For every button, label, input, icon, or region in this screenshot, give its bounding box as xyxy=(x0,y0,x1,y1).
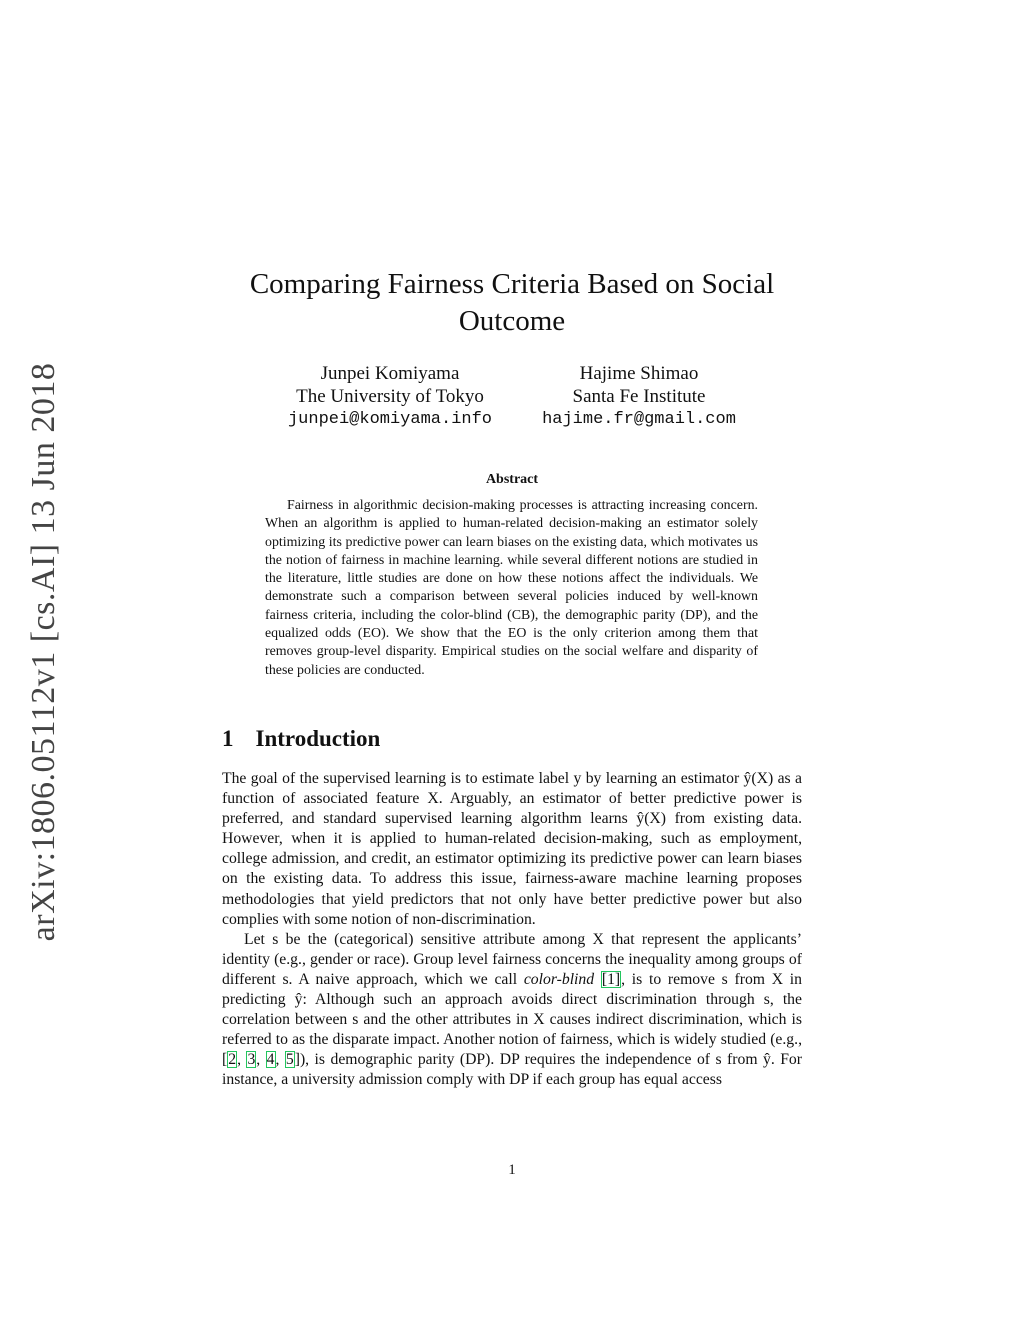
author-name: Junpei Komiyama xyxy=(320,363,460,384)
author-affiliation: The University of Tokyo xyxy=(296,386,484,407)
page-number: 1 xyxy=(508,1162,516,1178)
section-heading xyxy=(222,726,380,752)
author-email[interactable]: hajime.fr@gmail.com xyxy=(542,410,736,429)
intro-paragraph-1: The goal of the supervised learning is to estimate label y by learning an estimator ŷ(X) as a function of associated feature X. Arguably, an estimator of better predictive power is preferred, and standard supervised learning algorithm learns ŷ(X) from existing data. However, when it is applied to human-related decision-making, such as employment, college admission, and credit, an estimator optimizing its predictive power can learn biases on the existing data. To address this issue, fairness-aware machine learning proposes methodologies that yield predictors that not only have better predictive power but also complies with some notion of non-discrimination. xyxy=(222,770,802,928)
abstract-text: Fairness in algorithmic decision-making processes is attracting increasing concern. When an algorithm is applied to human-related decision-making an estimator solely optimizing its predictive power can learn biases on the existing data, which motivates us the notion of fairness in machine learning. while several different notions are studied in the literature, little studies are done on how these notions affect the individuals. We demonstrate such a comparison between several policies induced by well-known fairness criteria, including the color-blind (CB), the demographic parity (DP), and the equalized odds (EO). We show that the EO is the only criterion among them that removes group-level disparity. Empirical studies on the social welfare and disparity of these policies are conducted. xyxy=(265,498,758,678)
citation-link-2[interactable]: 2 xyxy=(228,1051,237,1069)
paragraph-text xyxy=(594,971,601,988)
paper-title xyxy=(222,266,802,340)
author-email[interactable]: junpei@komiyama.info xyxy=(287,410,493,429)
author-block-1 xyxy=(270,362,510,431)
abstract-heading: Abstract xyxy=(485,472,539,487)
title-line-2: Outcome xyxy=(458,305,566,337)
author-affiliation: Santa Fe Institute xyxy=(572,386,706,407)
citation-separator: , xyxy=(256,1051,266,1069)
emphasized-term: color-blind xyxy=(523,970,595,988)
arxiv-identifier: arXiv:1806.05112v1 [cs.AI] 13 Jun 2018 xyxy=(25,362,62,942)
author-name: Hajime Shimao xyxy=(579,363,699,384)
paragraph-text: ]), is demographic parity (DP). DP requires the independence of s from ŷ. For instance, a university admission comply with DP if each group has equal access xyxy=(222,1051,802,1089)
section-number: 1 xyxy=(222,726,234,751)
citation-link-5[interactable]: 5 xyxy=(285,1051,294,1069)
paragraph-text: , is to remove s from X in predicting ŷ: Although such an approach avoids direct discrimination through s, the correlation between s and the other attributes in X causes indirect discrimination, which is referred to as the disparate impact. Another notion of fairness, which is widely studied (e.g., [ xyxy=(222,970,802,1069)
intro-paragraph-2 xyxy=(222,930,802,1091)
citation-link-1[interactable]: [1] xyxy=(601,970,621,988)
title-line-1: Comparing Fairness Criteria Based on Social xyxy=(249,268,775,300)
section-title: Introduction xyxy=(255,726,381,751)
paragraph-text: Let s be the (categorical) sensitive attribute among X that represent the applicants’ identity (e.g., gender or race). Group level fairness concerns the inequality among groups of different s. A naive approach, which we call xyxy=(222,930,802,988)
citation-separator: , xyxy=(237,1051,247,1069)
introduction-body xyxy=(222,769,802,1091)
author-block-2 xyxy=(524,362,754,431)
citation-link-3[interactable]: 3 xyxy=(247,1051,256,1069)
citation-link-4[interactable]: 4 xyxy=(266,1051,275,1069)
citation-separator: , xyxy=(275,1051,285,1069)
